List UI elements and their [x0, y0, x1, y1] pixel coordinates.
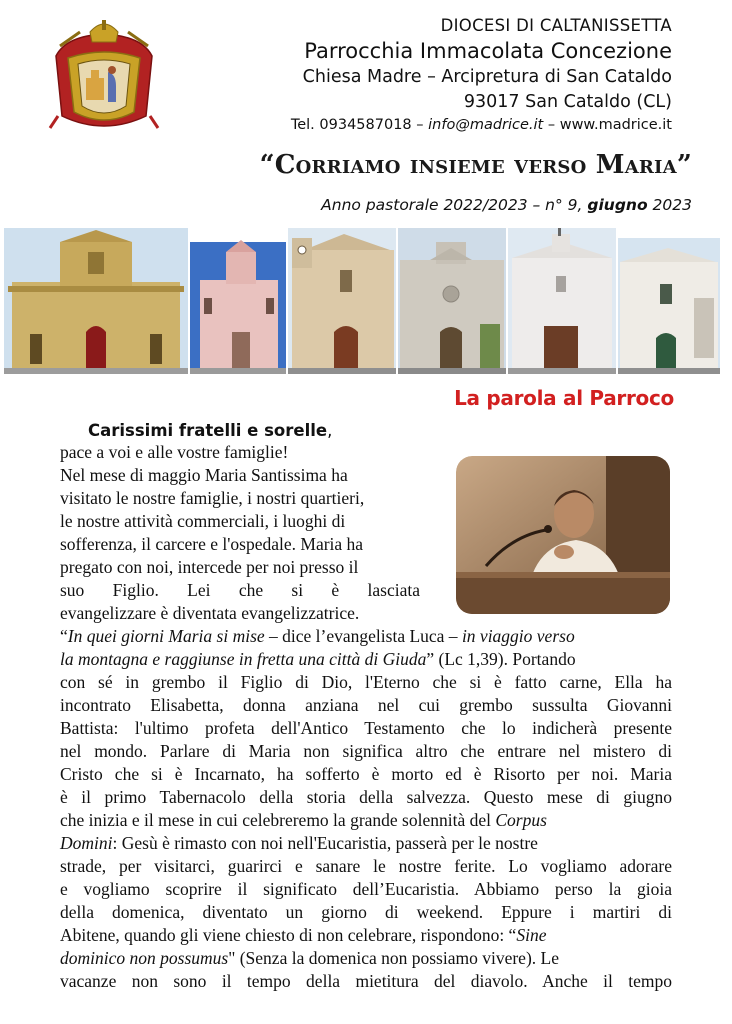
body-line: e vogliamo scoprire il significato dell’Eucaristia. Abbiamo perso la gioia: [60, 879, 672, 899]
church-photo-1: [4, 228, 188, 374]
body-line: è il primo Tabernacolo della storia della salvezza. Questo mese di giugno: [60, 787, 672, 807]
quote-reference: ” (Lc 1,39): [426, 649, 504, 669]
italic-term: Domini: [60, 833, 113, 853]
quote-open: “: [60, 626, 68, 646]
greeting: [88, 420, 332, 441]
separator: –: [416, 117, 424, 133]
section-heading: La parola al Parroco: [454, 386, 674, 410]
issue-month: giugno: [587, 196, 648, 214]
quote-line-1: [60, 626, 575, 647]
contact-line: [291, 117, 672, 133]
coat-of-arms-icon: [46, 16, 162, 138]
church-photo-3: [288, 228, 396, 374]
quote-italic: la montagna e raggiunse in fretta una città di Giuda: [60, 649, 427, 669]
body-line: sofferenza, il carcere e l'ospedale. Maria ha: [60, 534, 364, 554]
italic-term: dominico non possumus: [60, 948, 229, 968]
body-line: vacanze non sono il tempo della mietitura del diavolo. Anche il tempo: [60, 971, 672, 991]
body-line: della domenica, diventato un giorno di weekend. Eppure i martiri di: [60, 902, 672, 922]
quote-italic: in viaggio verso: [461, 626, 575, 646]
website-link[interactable]: www.madrice.it: [559, 117, 672, 133]
body-line: le nostre attività commerciali, i luoghi di: [60, 511, 346, 531]
parish-priest-photo: [456, 456, 670, 614]
quote-line-2: [60, 649, 576, 670]
body-line: suo Figlio. Lei che si è lasciata: [60, 580, 420, 600]
body-line: evangelizzare è diventata evangelizzatrice.: [60, 603, 360, 623]
body-line: [60, 833, 538, 854]
body-line: [60, 948, 559, 969]
diocese-name: DIOCESI DI CALTANISSETTA: [440, 16, 672, 35]
body-line: [60, 810, 547, 831]
body-line: Battista: l'ultimo profeta dell'Antico Testamento che lo indicherà presente: [60, 718, 672, 738]
body-text: Abitene, quando gli viene chiesto di non celebrare, rispondono: “: [60, 925, 517, 945]
separator: –: [547, 117, 556, 133]
body-line: Nel mese di maggio Maria Santissima ha: [60, 465, 348, 485]
quote-italic: In quei giorni Maria si mise: [67, 626, 265, 646]
body-line: visitato le nostre famiglie, i nostri quartieri,: [60, 488, 365, 508]
italic-term: Corpus: [495, 810, 547, 830]
body-line: con sé in grembo il Figlio di Dio, l'Eterno che si è fatto carne, Ella ha: [60, 672, 672, 692]
body-text: " (Senza la domenica non possiamo vivere). Le: [228, 948, 559, 968]
church-photo-4: [398, 228, 506, 374]
church-photo-2: [190, 240, 286, 374]
body-line: pregato con noi, intercede per noi presso il: [60, 557, 359, 577]
body-text: . Portando: [503, 649, 576, 669]
church-name: Chiesa Madre – Arcipretura di San Cataldo: [302, 67, 672, 87]
body-line: strade, per visitarci, guarirci e sanare le nostre ferite. Lo vogliamo adorare: [60, 856, 672, 876]
issue-prefix: Anno pastorale 2022/2023 – n° 9,: [321, 196, 588, 214]
churches-photo-strip: [4, 228, 720, 374]
body-line: Cristo che si è Incarnato, ha sofferto è morto ed è Risorto per noi. Maria: [60, 764, 672, 784]
body-line: nel mondo. Parlare di Maria non significa altro che entrare nel mistero di: [60, 741, 672, 761]
newsletter-motto: “Corriamo insieme verso Maria”: [259, 150, 692, 180]
body-line: incontrato Elisabetta, donna anziana nel cui grembo sussulta Giovanni: [60, 695, 672, 715]
parish-name: Parrocchia Immacolata Concezione: [304, 39, 672, 63]
issue-info: [321, 196, 692, 214]
phone-number: Tel. 0934587018: [290, 117, 412, 133]
email-link[interactable]: info@madrice.it: [428, 117, 544, 133]
city-address: 93017 San Cataldo (CL): [463, 92, 672, 112]
body-text: che inizia e il mese in cui celebreremo la grande solennità del: [60, 810, 496, 830]
church-photo-5: [508, 228, 616, 374]
body-text: : Gesù è rimasto con noi nell'Eucaristia, passerà per le nostre: [112, 833, 538, 853]
greeting-comma: ,: [327, 421, 333, 440]
issue-year: 2023: [647, 196, 692, 214]
body-line: pace a voi e alle vostre famiglie!: [60, 442, 289, 462]
greeting-bold: Carissimi fratelli e sorelle: [88, 421, 328, 440]
church-photo-6: [618, 238, 720, 374]
quote-attribution: – dice l’evangelista Luca –: [264, 626, 462, 646]
italic-term: Sine: [516, 925, 547, 945]
body-line: [60, 925, 546, 946]
